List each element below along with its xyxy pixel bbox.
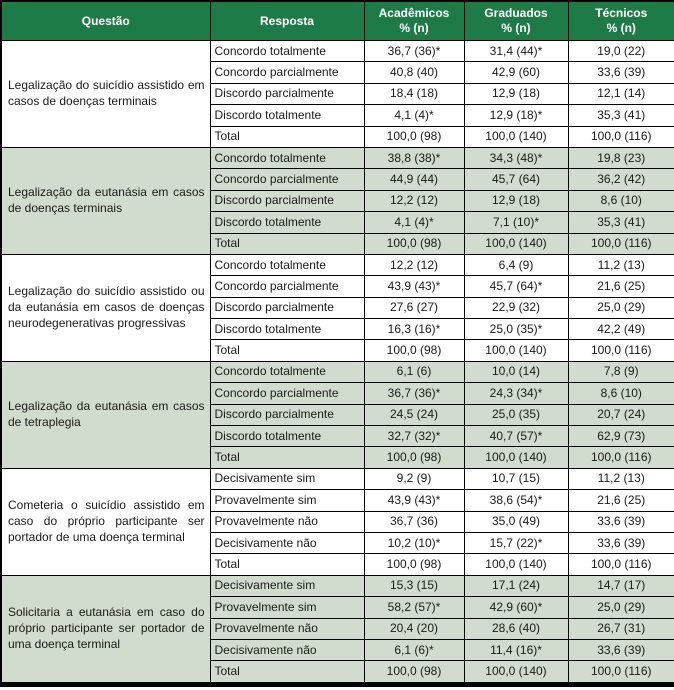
response-cell: Total — [210, 126, 364, 147]
header-academicos-label: Acadêmicos — [378, 6, 450, 20]
academicos-value-cell: 6,1 (6) — [364, 361, 464, 382]
response-cell: Decisivamente sim — [210, 575, 364, 596]
graduados-value-cell: 45,7 (64) — [464, 169, 568, 190]
tecnicos-value-cell: 100,0 (116) — [568, 126, 674, 147]
header-row — [1, 1, 674, 41]
graduados-value-cell: 100,0 (140) — [464, 661, 568, 684]
academicos-value-cell: 43,9 (43)* — [364, 490, 464, 511]
academicos-value-cell: 6,1 (6)* — [364, 639, 464, 660]
tecnicos-value-cell: 11,2 (13) — [568, 254, 674, 275]
response-cell: Concordo totalmente — [210, 361, 364, 382]
tecnicos-value-cell: 12,1 (14) — [568, 83, 674, 104]
academicos-value-cell: 27,6 (27) — [364, 297, 464, 318]
graduados-value-cell: 22,9 (32) — [464, 297, 568, 318]
header-tecnicos — [568, 1, 674, 41]
academicos-value-cell: 100,0 (98) — [364, 126, 464, 147]
academicos-value-cell: 20,4 (20) — [364, 618, 464, 639]
tecnicos-value-cell: 35,3 (41) — [568, 212, 674, 233]
academicos-value-cell: 36,7 (36) — [364, 511, 464, 532]
tecnicos-value-cell: 100,0 (116) — [568, 554, 674, 575]
tecnicos-value-cell: 36,2 (42) — [568, 169, 674, 190]
tecnicos-value-cell: 35,3 (41) — [568, 105, 674, 126]
graduados-value-cell: 24,3 (34)* — [464, 383, 568, 404]
question-cell: Legalização do suicídio assistido ou da eutanásia em casos de doenças neurodegenerativas progressivas — [1, 254, 210, 361]
academicos-value-cell: 100,0 (98) — [364, 340, 464, 361]
tecnicos-value-cell: 42,2 (49) — [568, 319, 674, 340]
response-cell: Concordo parcialmente — [210, 169, 364, 190]
graduados-value-cell: 25,0 (35) — [464, 404, 568, 425]
academicos-value-cell: 43,9 (43)* — [364, 276, 464, 297]
academicos-value-cell: 18,4 (18) — [364, 83, 464, 104]
academicos-value-cell: 44,9 (44) — [364, 169, 464, 190]
header-tecnicos-sub: % (n) — [606, 21, 636, 35]
question-cell: Legalização do suicídio assistido em casos de doenças terminais — [1, 41, 210, 148]
graduados-value-cell: 10,7 (15) — [464, 468, 568, 489]
graduados-value-cell: 100,0 (140) — [464, 340, 568, 361]
response-cell: Concordo parcialmente — [210, 62, 364, 83]
response-cell: Concordo parcialmente — [210, 383, 364, 404]
table-body — [1, 41, 674, 685]
tecnicos-value-cell: 21,6 (25) — [568, 490, 674, 511]
tecnicos-value-cell: 62,9 (73) — [568, 426, 674, 447]
graduados-value-cell: 6,4 (9) — [464, 254, 568, 275]
graduados-value-cell: 11,4 (16)* — [464, 639, 568, 660]
response-cell: Discordo totalmente — [210, 319, 364, 340]
graduados-value-cell: 17,1 (24) — [464, 575, 568, 596]
tecnicos-value-cell: 33,6 (39) — [568, 532, 674, 553]
academicos-value-cell: 100,0 (98) — [364, 233, 464, 254]
response-cell: Discordo parcialmente — [210, 83, 364, 104]
response-cell: Concordo totalmente — [210, 41, 364, 62]
header-academicos-sub: % (n) — [399, 21, 429, 35]
tecnicos-value-cell: 100,0 (116) — [568, 661, 674, 684]
table-row — [1, 254, 674, 275]
question-cell: Legalização da eutanásia em casos de tetraplegia — [1, 361, 210, 468]
response-cell: Concordo totalmente — [210, 147, 364, 168]
graduados-value-cell: 31,4 (44)* — [464, 41, 568, 62]
graduados-value-cell: 12,9 (18) — [464, 83, 568, 104]
header-tecnicos-label: Técnicos — [595, 6, 648, 20]
academicos-value-cell: 32,7 (32)* — [364, 426, 464, 447]
table-header — [1, 1, 674, 41]
academicos-value-cell: 58,2 (57)* — [364, 597, 464, 618]
graduados-value-cell: 38,6 (54)* — [464, 490, 568, 511]
response-cell: Provavelmente sim — [210, 490, 364, 511]
header-graduados-sub: % (n) — [501, 21, 531, 35]
tecnicos-value-cell: 14,7 (17) — [568, 575, 674, 596]
header-resposta: Resposta — [210, 1, 364, 41]
header-questao: Questão — [1, 1, 210, 41]
response-cell: Decisivamente sim — [210, 468, 364, 489]
academicos-value-cell: 4,1 (4)* — [364, 212, 464, 233]
graduados-value-cell: 25,0 (35)* — [464, 319, 568, 340]
academicos-value-cell: 9,2 (9) — [364, 468, 464, 489]
academicos-value-cell: 36,7 (36)* — [364, 41, 464, 62]
tecnicos-value-cell: 33,6 (39) — [568, 62, 674, 83]
tecnicos-value-cell: 19,0 (22) — [568, 41, 674, 62]
table-row — [1, 41, 674, 62]
question-cell: Legalização da eutanásia em casos de doenças terminais — [1, 147, 210, 254]
graduados-value-cell: 7,1 (10)* — [464, 212, 568, 233]
response-cell: Concordo totalmente — [210, 254, 364, 275]
question-cell: Solicitaria a eutanásia em caso do próprio participante ser portador de uma doença terminal — [1, 575, 210, 684]
response-cell: Total — [210, 340, 364, 361]
academicos-value-cell: 100,0 (98) — [364, 661, 464, 684]
table-row — [1, 468, 674, 489]
academicos-value-cell: 100,0 (98) — [364, 554, 464, 575]
academicos-value-cell: 10,2 (10)* — [364, 532, 464, 553]
response-cell: Discordo parcialmente — [210, 297, 364, 318]
graduados-value-cell: 100,0 (140) — [464, 447, 568, 468]
academicos-value-cell: 16,3 (16)* — [364, 319, 464, 340]
tecnicos-value-cell: 20,7 (24) — [568, 404, 674, 425]
graduados-value-cell: 35,0 (49) — [464, 511, 568, 532]
graduados-value-cell: 100,0 (140) — [464, 126, 568, 147]
response-cell: Provavelmente não — [210, 618, 364, 639]
academicos-value-cell: 12,2 (12) — [364, 254, 464, 275]
graduados-value-cell: 12,9 (18)* — [464, 105, 568, 126]
header-graduados — [464, 1, 568, 41]
response-cell: Provavelmente não — [210, 511, 364, 532]
tecnicos-value-cell: 7,8 (9) — [568, 361, 674, 382]
graduados-value-cell: 100,0 (140) — [464, 233, 568, 254]
tecnicos-value-cell: 100,0 (116) — [568, 233, 674, 254]
header-graduados-label: Graduados — [484, 6, 548, 20]
tecnicos-value-cell: 19,8 (23) — [568, 147, 674, 168]
academicos-value-cell: 38,8 (38)* — [364, 147, 464, 168]
graduados-value-cell: 12,9 (18) — [464, 190, 568, 211]
academicos-value-cell: 15,3 (15) — [364, 575, 464, 596]
graduados-value-cell: 100,0 (140) — [464, 554, 568, 575]
table-row — [1, 361, 674, 382]
response-cell: Discordo totalmente — [210, 212, 364, 233]
graduados-value-cell: 45,7 (64)* — [464, 276, 568, 297]
academicos-value-cell: 36,7 (36)* — [364, 383, 464, 404]
response-cell: Total — [210, 661, 364, 684]
tecnicos-value-cell: 33,6 (39) — [568, 639, 674, 660]
graduados-value-cell: 15,7 (22)* — [464, 532, 568, 553]
response-cell: Total — [210, 447, 364, 468]
tecnicos-value-cell: 100,0 (116) — [568, 340, 674, 361]
response-cell: Concordo parcialmente — [210, 276, 364, 297]
graduados-value-cell: 10,0 (14) — [464, 361, 568, 382]
academicos-value-cell: 40,8 (40) — [364, 62, 464, 83]
academicos-value-cell: 12,2 (12) — [364, 190, 464, 211]
academicos-value-cell: 100,0 (98) — [364, 447, 464, 468]
response-cell: Decisivamente não — [210, 639, 364, 660]
graduados-value-cell: 42,9 (60) — [464, 62, 568, 83]
tecnicos-value-cell: 11,2 (13) — [568, 468, 674, 489]
response-cell: Discordo parcialmente — [210, 404, 364, 425]
tecnicos-value-cell: 21,6 (25) — [568, 276, 674, 297]
table-row — [1, 575, 674, 596]
response-cell: Discordo totalmente — [210, 426, 364, 447]
graduados-value-cell: 42,9 (60)* — [464, 597, 568, 618]
response-cell: Discordo totalmente — [210, 105, 364, 126]
response-cell: Provavelmente sim — [210, 597, 364, 618]
response-cell: Total — [210, 233, 364, 254]
academicos-value-cell: 24,5 (24) — [364, 404, 464, 425]
graduados-value-cell: 28,6 (40) — [464, 618, 568, 639]
response-cell: Total — [210, 554, 364, 575]
response-cell: Discordo parcialmente — [210, 190, 364, 211]
tecnicos-value-cell: 100,0 (116) — [568, 447, 674, 468]
tecnicos-value-cell: 8,6 (10) — [568, 190, 674, 211]
graduados-value-cell: 40,7 (57)* — [464, 426, 568, 447]
header-academicos — [364, 1, 464, 41]
tecnicos-value-cell: 25,0 (29) — [568, 597, 674, 618]
tecnicos-value-cell: 33,6 (39) — [568, 511, 674, 532]
tecnicos-value-cell: 25,0 (29) — [568, 297, 674, 318]
response-cell: Decisivamente não — [210, 532, 364, 553]
question-cell: Cometeria o suicídio assistido em caso do próprio participante ser portador de uma doença terminal — [1, 468, 210, 575]
tecnicos-value-cell: 26,7 (31) — [568, 618, 674, 639]
academicos-value-cell: 4,1 (4)* — [364, 105, 464, 126]
tecnicos-value-cell: 8,6 (10) — [568, 383, 674, 404]
table-row — [1, 147, 674, 168]
graduados-value-cell: 34,3 (48)* — [464, 147, 568, 168]
